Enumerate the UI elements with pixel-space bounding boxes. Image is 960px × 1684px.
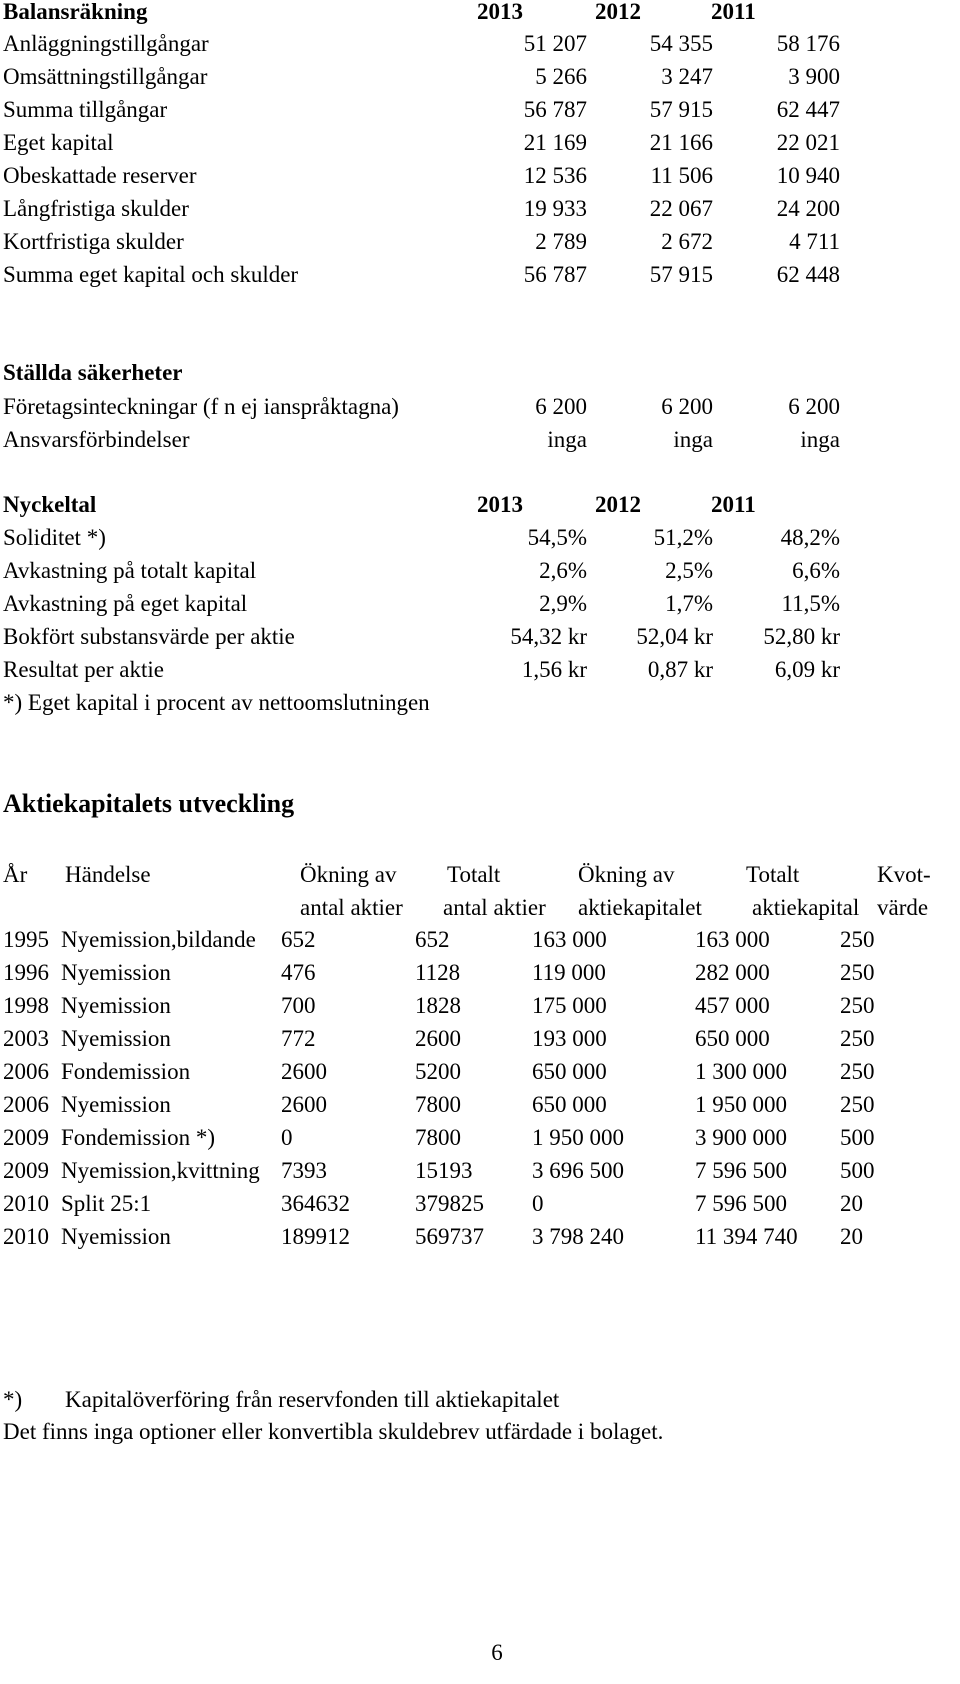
year-2011: 2011: [711, 492, 756, 517]
nyckeltal-footnote: *) Eget kapital i procent av nettoomslutningen: [3, 690, 430, 715]
row-value: 2 672: [661, 229, 713, 254]
aktiekapital-footnote: [3, 1383, 560, 1417]
row-total-capital: 3 900 000: [695, 1125, 787, 1150]
row-value: 48,2%: [780, 525, 840, 550]
year-2012: 2012: [595, 0, 641, 24]
row-increase-capital: 163 000: [532, 927, 607, 952]
row-increase-shares: 652: [281, 927, 316, 952]
table-row: [0, 1022, 960, 1056]
row-value: 6,09 kr: [774, 657, 840, 682]
table-row: [0, 1187, 960, 1221]
row-quota-value: 250: [840, 927, 875, 952]
header-totalt-aktier: Totalt: [447, 862, 501, 887]
header-totalt-kapital-2: aktiekapital: [752, 895, 860, 920]
row-value: 21 169: [523, 130, 587, 155]
row-year: 1995: [3, 927, 49, 952]
row-increase-shares: 7393: [281, 1158, 327, 1183]
row-increase-capital: 193 000: [532, 1026, 607, 1051]
row-value: 52,04 kr: [636, 624, 713, 649]
row-total-shares: 2600: [415, 1026, 461, 1051]
row-value: 21 166: [649, 130, 713, 155]
row-quota-value: 250: [840, 1059, 875, 1084]
row-quota-value: 500: [840, 1125, 875, 1150]
row-event: Nyemission: [61, 1224, 171, 1249]
row-increase-capital: 650 000: [532, 1092, 607, 1117]
header-okning-kapital-2: aktiekapitalet: [578, 895, 702, 920]
row-value: 62 447: [776, 97, 840, 122]
row-value: 2,5%: [665, 558, 713, 583]
row-year: 2010: [3, 1191, 49, 1216]
row-value: inga: [673, 427, 713, 452]
row-increase-capital: 3 798 240: [532, 1224, 624, 1249]
table-row: [0, 923, 960, 957]
table-row: [0, 989, 960, 1023]
row-year: 2006: [3, 1059, 49, 1084]
header-okning-kapital: Ökning av: [578, 862, 675, 887]
row-label: Soliditet *): [3, 525, 106, 550]
row-value: 22 021: [776, 130, 840, 155]
row-label: Summa eget kapital och skulder: [3, 262, 299, 287]
row-label: Kortfristiga skulder: [3, 229, 184, 254]
year-2013: 2013: [477, 0, 523, 24]
header-totalt-aktier-2: antal aktier: [443, 895, 546, 920]
row-value: 62 448: [776, 262, 840, 287]
row-value: 1,7%: [665, 591, 713, 616]
year-2012: 2012: [595, 492, 641, 517]
row-label: Bokfört substansvärde per aktie: [3, 624, 295, 649]
row-value: 0,87 kr: [647, 657, 713, 682]
row-increase-shares: 189912: [281, 1224, 350, 1249]
row-increase-capital: 650 000: [532, 1059, 607, 1084]
row-value: 52,80 kr: [763, 624, 840, 649]
row-total-shares: 379825: [415, 1191, 484, 1216]
row-value: 2 789: [535, 229, 587, 254]
header-ar: År: [3, 862, 28, 887]
row-total-shares: 1128: [415, 960, 461, 985]
sakerheter-title: Ställda säkerheter: [3, 360, 183, 385]
row-value: 57 915: [649, 262, 713, 287]
row-label: Långfristiga skulder: [3, 196, 189, 221]
year-2011: 2011: [711, 0, 756, 24]
row-event: Nyemission: [61, 1026, 171, 1051]
row-label: Avkastning på totalt kapital: [3, 558, 257, 583]
row-increase-shares: 476: [281, 960, 316, 985]
row-year: 1998: [3, 993, 49, 1018]
table-row: [0, 1088, 960, 1122]
row-year: 2009: [3, 1125, 49, 1150]
row-value: 4 711: [789, 229, 840, 254]
row-total-capital: 7 596 500: [695, 1158, 787, 1183]
row-label: Obeskattade reserver: [3, 163, 197, 188]
row-value: 2,9%: [539, 591, 587, 616]
row-total-capital: 1 300 000: [695, 1059, 787, 1084]
header-okning-aktier-2: antal aktier: [300, 895, 403, 920]
header-totalt-kapital: Totalt: [746, 862, 800, 887]
balans-title: Balansräkning: [3, 0, 148, 24]
header-kvotvarde-2: värde: [877, 895, 929, 920]
row-quota-value: 250: [840, 993, 875, 1018]
row-label: Summa tillgångar: [3, 97, 168, 122]
row-total-capital: 282 000: [695, 960, 770, 985]
row-value: 22 067: [649, 196, 713, 221]
row-year: 2009: [3, 1158, 49, 1183]
nyckeltal-title: Nyckeltal: [3, 492, 97, 517]
row-total-shares: 15193: [415, 1158, 473, 1183]
row-total-capital: 7 596 500: [695, 1191, 787, 1216]
header-handelse: Händelse: [65, 862, 151, 887]
row-increase-shares: 2600: [281, 1092, 327, 1117]
row-total-capital: 163 000: [695, 927, 770, 952]
footnote-text: Kapitalöverföring från reservfonden till aktiekapitalet: [65, 1387, 560, 1412]
row-value: inga: [800, 427, 840, 452]
row-value: 54,5%: [527, 525, 587, 550]
row-total-shares: 1828: [415, 993, 461, 1018]
row-value: 51,2%: [653, 525, 713, 550]
row-value: 10 940: [776, 163, 840, 188]
row-event: Nyemission,kvittning: [61, 1158, 260, 1183]
row-value: 51 207: [523, 31, 587, 56]
row-increase-capital: 119 000: [532, 960, 606, 985]
header-kvotvarde: Kvot-: [877, 862, 931, 887]
row-event: Nyemission: [61, 1092, 171, 1117]
row-value: 56 787: [523, 262, 587, 287]
row-label: Avkastning på eget kapital: [3, 591, 248, 616]
row-total-shares: 569737: [415, 1224, 484, 1249]
row-value: 56 787: [523, 97, 587, 122]
table-row: [0, 1055, 960, 1089]
row-increase-shares: 772: [281, 1026, 316, 1051]
page-number: 6: [491, 1640, 503, 1665]
row-label: Omsättningstillgångar: [3, 64, 208, 89]
row-increase-capital: 1 950 000: [532, 1125, 624, 1150]
row-value: 6 200: [535, 394, 587, 419]
row-label: Anläggningstillgångar: [3, 31, 209, 56]
row-increase-shares: 0: [281, 1125, 293, 1150]
row-value: inga: [547, 427, 587, 452]
row-value: 1,56 kr: [521, 657, 587, 682]
row-value: 2,6%: [539, 558, 587, 583]
row-total-shares: 5200: [415, 1059, 461, 1084]
row-quota-value: 20: [840, 1224, 863, 1249]
row-event: Split 25:1: [61, 1191, 152, 1216]
row-quota-value: 500: [840, 1158, 875, 1183]
table-row: [0, 1220, 960, 1254]
row-label: Ansvarsförbindelser: [3, 427, 190, 452]
row-value: 19 933: [523, 196, 587, 221]
row-event: Fondemission: [61, 1059, 191, 1084]
row-value: 5 266: [535, 64, 587, 89]
table-row: [0, 1121, 960, 1155]
row-total-shares: 7800: [415, 1092, 461, 1117]
row-increase-capital: 0: [532, 1191, 544, 1216]
row-year: 1996: [3, 960, 49, 985]
row-increase-shares: 2600: [281, 1059, 327, 1084]
row-value: 54 355: [649, 31, 713, 56]
table-row: [0, 1154, 960, 1188]
year-2013: 2013: [477, 492, 523, 517]
row-year: 2003: [3, 1026, 49, 1051]
row-label: Företagsinteckningar (f n ej ianspråktagna): [3, 394, 399, 419]
row-total-shares: 652: [415, 927, 450, 952]
table-row: [0, 956, 960, 990]
row-quota-value: 250: [840, 1092, 875, 1117]
row-event: Fondemission *): [61, 1125, 215, 1150]
row-label: Eget kapital: [3, 130, 114, 155]
row-value: 58 176: [776, 31, 840, 56]
row-increase-shares: 364632: [281, 1191, 350, 1216]
row-value: 6 200: [661, 394, 713, 419]
row-value: 3 247: [661, 64, 713, 89]
row-total-capital: 650 000: [695, 1026, 770, 1051]
row-increase-capital: 175 000: [532, 993, 607, 1018]
row-quota-value: 250: [840, 1026, 875, 1051]
row-value: 24 200: [776, 196, 840, 221]
row-event: Nyemission,bildande: [61, 927, 256, 952]
row-quota-value: 20: [840, 1191, 863, 1216]
row-total-capital: 11 394 740: [695, 1224, 798, 1249]
row-event: Nyemission: [61, 993, 171, 1018]
row-value: 3 900: [788, 64, 840, 89]
row-value: 12 536: [523, 163, 587, 188]
row-quota-value: 250: [840, 960, 875, 985]
row-value: 6,6%: [792, 558, 840, 583]
row-year: 2006: [3, 1092, 49, 1117]
row-event: Nyemission: [61, 960, 171, 985]
row-increase-capital: 3 696 500: [532, 1158, 624, 1183]
row-value: 54,32 kr: [510, 624, 587, 649]
row-value: 6 200: [788, 394, 840, 419]
row-total-capital: 1 950 000: [695, 1092, 787, 1117]
row-total-shares: 7800: [415, 1125, 461, 1150]
row-value: 57 915: [649, 97, 713, 122]
row-total-capital: 457 000: [695, 993, 770, 1018]
row-label: Resultat per aktie: [3, 657, 164, 682]
aktiekapital-title: Aktiekapitalets utveckling: [3, 789, 295, 818]
bolag-note: Det finns inga optioner eller konvertibla skuldebrev utfärdade i bolaget.: [3, 1419, 664, 1444]
header-okning-aktier: Ökning av: [300, 862, 397, 887]
row-value: 11,5%: [781, 591, 840, 616]
row-year: 2010: [3, 1224, 49, 1249]
row-value: 11 506: [650, 163, 713, 188]
row-increase-shares: 700: [281, 993, 316, 1018]
footnote-marker: *): [3, 1387, 23, 1412]
